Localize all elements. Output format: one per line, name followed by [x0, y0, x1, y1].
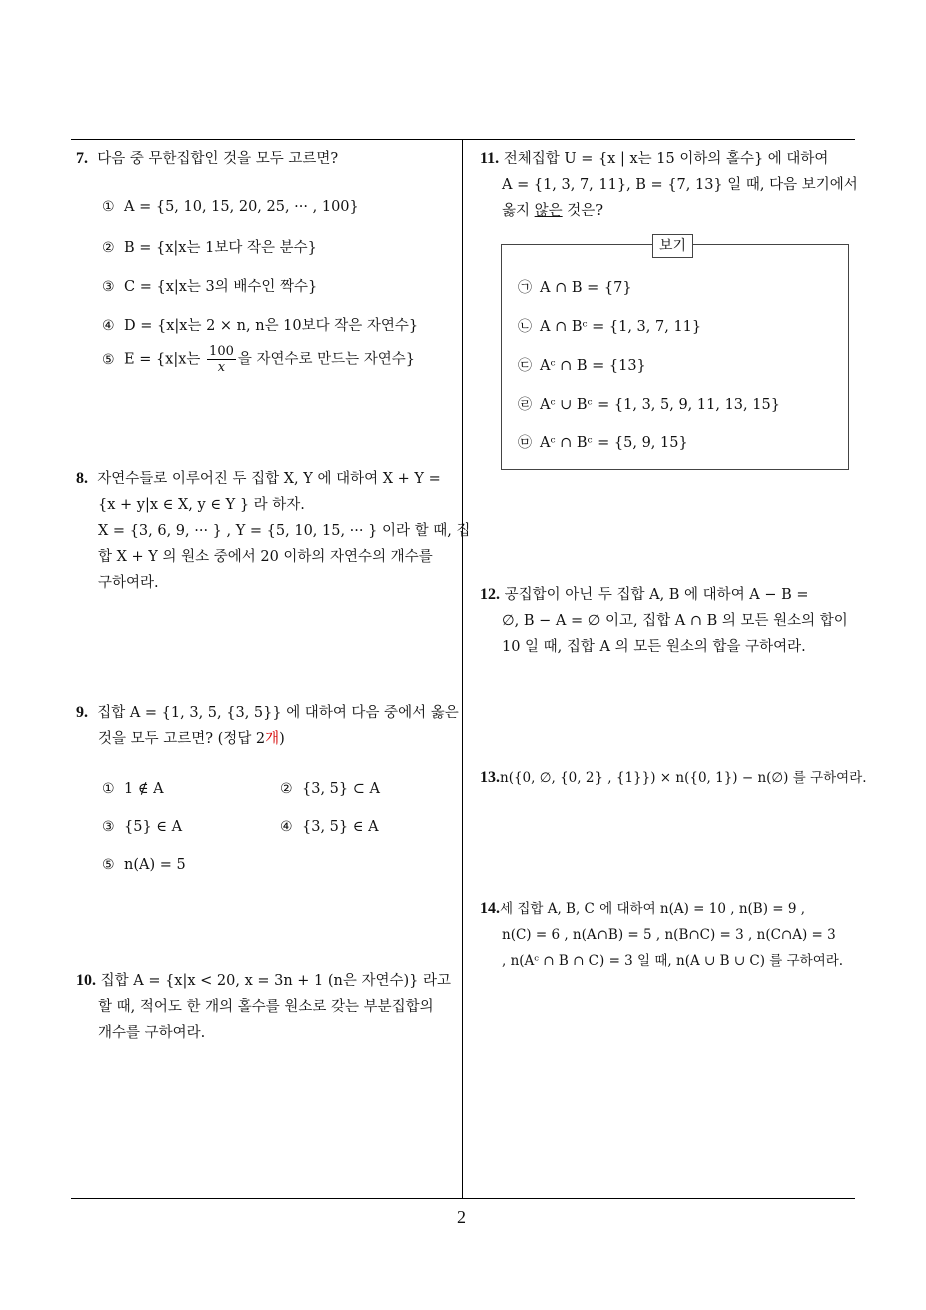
option-mark: ③	[102, 819, 115, 835]
item-mark: ㉤	[518, 435, 532, 451]
option-text: {5} ∈ A	[124, 819, 183, 835]
top-rule	[71, 139, 855, 140]
option-text: C = {x|x는 3의 배수인 짝수}	[124, 279, 318, 295]
item-text: Aᶜ ∩ Bᶜ = {5, 9, 15}	[540, 435, 688, 451]
question-number: 10.	[76, 972, 96, 989]
question-line: ∅, B − A = ∅ 이고, 집합 A ∩ B 의 모든 원소의 합이	[502, 613, 848, 629]
option-text: A = {5, 10, 15, 20, 25, ··· , 100}	[124, 199, 359, 215]
question-line: 할 때, 적어도 한 개의 홀수를 원소로 갖는 부분집합의	[98, 999, 434, 1015]
bogi-item-5[interactable]	[518, 432, 688, 452]
bogi-item-1[interactable]	[518, 277, 632, 297]
question-9	[76, 700, 459, 752]
option-mark: ②	[102, 240, 115, 256]
bogi-title: 보기	[652, 234, 693, 258]
item-mark: ㉡	[518, 319, 532, 335]
question-line: n(C) = 6 , n(A∩B) = 5 , n(B∩C) = 3 , n(C∩A) = 3	[502, 927, 836, 943]
option-mark: ①	[102, 199, 115, 215]
question-line: 10 일 때, 집합 A 의 모든 원소의 합을 구하여라.	[502, 639, 806, 655]
bogi-item-4[interactable]	[518, 394, 780, 414]
question-number: 14.	[480, 900, 500, 917]
option-text-pre: E = {x|x는	[124, 351, 206, 368]
option-mark: ①	[102, 781, 115, 797]
item-mark: ㉢	[518, 358, 532, 374]
option-text: B = {x|x는 1보다 작은 분수}	[124, 240, 317, 256]
option-text: {3, 5} ∈ A	[302, 819, 379, 835]
question-line: , n(Aᶜ ∩ B ∩ C) = 3 일 때, n(A ∪ B ∪ C) 를 구하여라.	[502, 953, 844, 969]
question-8	[76, 466, 471, 596]
question-line: {x + y|x ∈ X, y ∈ Y } 라 하자.	[98, 497, 305, 513]
question-line: )	[279, 731, 285, 747]
q9-option-4[interactable]	[280, 819, 379, 835]
question-14	[480, 896, 860, 974]
question-number: 9.	[76, 704, 88, 721]
bogi-item-2[interactable]	[518, 316, 701, 336]
question-line: X = {3, 6, 9, ··· } , Y = {5, 10, 15, ··· } 이라 할 때, 집	[98, 523, 471, 539]
column-divider	[462, 139, 463, 1199]
question-number: 12.	[480, 586, 500, 603]
q9-option-1[interactable]	[102, 781, 164, 797]
option-text-post: 을 자연수로 만드는 자연수}	[237, 351, 416, 368]
highlight-text: 개	[265, 731, 280, 747]
bottom-rule	[71, 1198, 855, 1199]
question-7	[76, 146, 456, 172]
q9-option-5[interactable]	[102, 857, 186, 873]
question-prompt: 다음 중 무한집합인 것을 모두 고르면?	[97, 151, 339, 167]
question-line: 것은?	[562, 203, 604, 219]
question-line: A = {1, 3, 7, 11}, B = {7, 13} 일 때, 다음 보기에서	[502, 177, 858, 193]
question-line: 것을 모두 고르면? (정답 2	[98, 731, 266, 747]
question-line: 전체집합 U = {x | x는 15 이하의 홀수} 에 대하여	[503, 151, 829, 167]
option-text: 1 ∉ A	[124, 781, 164, 797]
option-mark: ⑤	[102, 351, 115, 368]
option-mark: ⑤	[102, 857, 115, 873]
q7-option-1[interactable]	[102, 199, 359, 215]
q9-option-3[interactable]	[102, 819, 182, 835]
option-mark: ④	[102, 318, 115, 334]
item-text: A ∩ B = {7}	[540, 280, 632, 296]
fraction	[207, 344, 236, 375]
fraction-numerator: 100	[209, 344, 234, 359]
option-mark: ②	[280, 781, 293, 797]
question-line: 세 집합 A, B, C 에 대하여 n(A) = 10 , n(B) = 9 ,	[500, 901, 806, 917]
question-12	[480, 582, 860, 660]
q7-option-2[interactable]	[102, 236, 317, 257]
question-10	[76, 968, 456, 1046]
question-line: 개수를 구하여라.	[98, 1025, 206, 1041]
q7-option-4[interactable]	[102, 314, 418, 335]
question-number: 8.	[76, 470, 88, 487]
item-text: Aᶜ ∩ B = {13}	[540, 358, 646, 374]
item-text: A ∩ Bᶜ = {1, 3, 7, 11}	[540, 319, 702, 335]
question-line: 합 X + Y 의 원소 중에서 20 이하의 자연수의 개수를	[98, 549, 433, 565]
question-number: 7.	[76, 150, 88, 167]
item-text: Aᶜ ∪ Bᶜ = {1, 3, 5, 9, 11, 13, 15}	[540, 397, 780, 413]
q7-option-5[interactable]	[102, 344, 415, 375]
fraction-denominator: x	[217, 360, 226, 375]
question-11	[480, 146, 860, 224]
item-mark: ㉣	[518, 397, 532, 413]
option-text: n(A) = 5	[124, 857, 186, 873]
question-line: 공집합이 아닌 두 집합 A, B 에 대하여 A − B =	[504, 587, 809, 603]
question-line: 집합 A = {1, 3, 5, {3, 5}} 에 대하여 다음 중에서 옳은	[97, 705, 459, 721]
underlined-text: 않은	[534, 203, 563, 219]
item-mark: ㉠	[518, 280, 532, 296]
question-line: 집합 A = {x|x < 20, x = 3n + 1 (n은 자연수)} 라고	[100, 973, 452, 989]
bogi-item-3[interactable]	[518, 355, 646, 375]
option-text: {3, 5} ⊂ A	[302, 781, 380, 797]
question-13	[480, 765, 867, 791]
option-text: D = {x|x는 2 × n, n은 10보다 작은 자연수}	[124, 318, 419, 334]
option-mark: ③	[102, 279, 115, 295]
question-line: n({0, ∅, {0, 2} , {1}}) × n({0, 1}) − n(∅) 를 구하여라.	[500, 770, 867, 786]
question-number: 13.	[480, 769, 500, 786]
question-line: 구하여라.	[98, 575, 159, 591]
question-number: 11.	[480, 150, 500, 167]
page-number: 2	[457, 1207, 466, 1227]
q7-option-3[interactable]	[102, 275, 317, 296]
question-line: 자연수들로 이루어진 두 집합 X, Y 에 대하여 X + Y =	[97, 471, 441, 487]
q9-option-2[interactable]	[280, 781, 380, 797]
question-line: 옳지	[502, 203, 535, 219]
option-mark: ④	[280, 819, 293, 835]
